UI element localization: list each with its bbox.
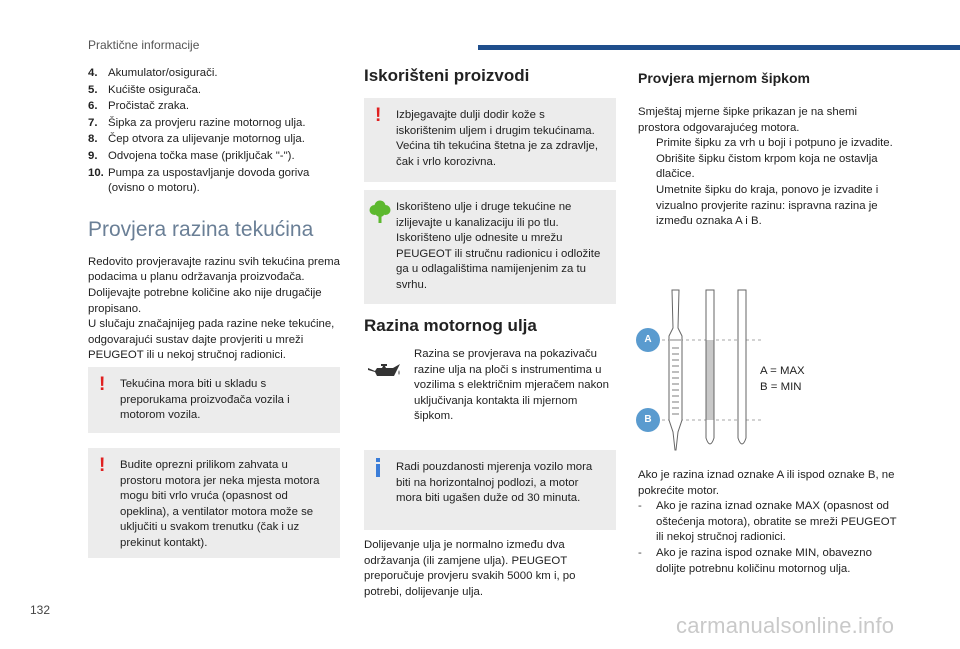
oil-level-intro: Razina se provjerava na pokazivaču razine ulja na ploči s instrumentima u vozilima s električnim mjeračem nakon uključivanja kontakta ili mjernom šipkom. xyxy=(414,348,609,423)
marker-a-badge: A xyxy=(636,328,660,352)
page-number: 132 xyxy=(30,603,51,617)
component-list xyxy=(88,66,340,197)
fluid-check-para-2: U slučaju značajnijeg pada razine neke tekućine, odgovarajući sustav dajte provjeriti u mreži PEUGEOT ili u nekoj stručnoj radionici. xyxy=(88,318,335,362)
info-box-measurement: Radi pouzdanosti mjerenja vozilo mora biti na horizontalnoj podlozi, a motor mora biti ugašen duže od 30 minuta. xyxy=(364,450,616,530)
list-item: - Ako je razina ispod oznake MIN, obavezno dolijte potrebnu količinu motornog ulja. xyxy=(638,546,872,575)
list-item: Umetnite šipku do kraja, ponovo je izvadite i vizualno provjerite razinu: ispravna razina je između oznaka A i B. xyxy=(656,183,879,228)
list-item: 4. Akumulator/osigurači. xyxy=(88,67,218,79)
info-icon xyxy=(373,458,387,477)
oil-can-icon xyxy=(366,362,402,384)
tree-eco-icon xyxy=(368,198,392,224)
list-item: 9. Odvojena točka mase (priključak "-"). xyxy=(88,149,295,162)
list-item: - Ako je razina iznad oznake MAX (opasnost od oštećenja motora), obratite se mreži PEUGEOT ili nekoj stručnoj radionici. xyxy=(638,500,897,544)
list-item: 5. Kućište osigurača. xyxy=(88,83,202,96)
column-left xyxy=(88,66,340,364)
list-item: 8. Čep otvora za ulijevanje motornog ulja. xyxy=(88,133,305,146)
warning-box-used-oil: ! Izbjegavajte dulji dodir kože s iskorištenim uljem i drugim tekućinama. Većina tih tekućina štetna je za zdravlje, čak i vrlo korozivna. xyxy=(364,98,616,182)
eco-box-disposal: Iskorišteno ulje i druge tekućine ne izlijevajte u kanalizaciju ili po tlu. Iskorišteno ulje odnesite u mrežu PEUGEOT ili stručnu radionicu i odložite ga u odlagalištima namijenjenim za tu svrhu. xyxy=(364,190,616,304)
oil-level-title: Razina motornog ulja xyxy=(364,316,537,335)
dipstick-title: Provjera mjernom šipkom xyxy=(638,70,810,86)
legend-min: B = MIN xyxy=(760,381,802,393)
warning-box-fluid-spec: ! Tekućina mora biti u skladu s preporukama proizvođača vozila i motorom vozila. xyxy=(88,367,340,433)
warning-icon: ! xyxy=(99,374,106,395)
marker-b-badge: B xyxy=(636,408,660,432)
legend-max: A = MAX xyxy=(760,365,805,377)
list-item: Primite šipku za vrh u boji i potpuno je izvadite. xyxy=(656,137,893,150)
used-products-title: Iskorišteni proizvodi xyxy=(364,66,530,85)
warning-icon: ! xyxy=(375,105,382,126)
running-header: Praktične informacije xyxy=(88,38,200,52)
fluid-check-title: Provjera razina tekućina xyxy=(88,217,314,241)
dipstick-outcomes: Ako je razina iznad oznake A ili ispod oznake B, ne pokrećite motor. - Ako je razina iznad oznake MAX (opasnost od oštećenja motora), obratite se mreži PEUGEOT ili nekoj stručnoj radionici. - Ako je razina ispod oznake MIN, obavezno dolijte potrebnu količinu motornog ulja. xyxy=(638,468,900,577)
warning-icon: ! xyxy=(99,455,106,476)
list-item: 10. Pumpa za uspostavljanje dovoda goriva (ovisno o motoru). xyxy=(88,166,310,195)
oil-topup-text: Dolijevanje ulja je normalno između dva održavanja (ili zamjene ulja). PEUGEOT preporučuje provjeru svakih 5000 km i, po potrebi, dolijevanje ulja. xyxy=(364,539,576,598)
dipstick-instructions: Smještaj mjerne šipke prikazan je na shemi prostora odgovarajućeg motora. Primite šipku za vrh u boji i potpuno je izvadite. Obrišite šipku čistom krpom koja ne ostavlja dlačice. Umetnite šipku do kraja, ponovo je izvadite i vizualno provjerite razinu: ispravna razina je između oznaka A i B. xyxy=(638,105,900,230)
list-item: Obrišite šipku čistom krpom koja ne ostavlja dlačice. xyxy=(656,152,878,181)
header-bar xyxy=(478,45,960,50)
list-item: 7. Šipka za provjeru razine motornog ulja. xyxy=(88,116,306,129)
warning-box-hot-engine: ! Budite oprezni prilikom zahvata u prostoru motora jer neka mjesta motora mogu biti vrlo vruća (opasnost od opeklina), a ventilator motora može se uključiti u svakom trenutku (čak i uz prekinut kontakt). xyxy=(88,448,340,558)
fluid-check-para-1: Redovito provjeravajte razinu svih tekućina prema podacima u planu održavanja proizvođača. Dolijevajte potrebne količine ako nije drugačije propisano. xyxy=(88,255,340,315)
watermark: carmanualsonline.info xyxy=(676,613,895,638)
list-item: 6. Pročistač zraka. xyxy=(88,100,190,113)
